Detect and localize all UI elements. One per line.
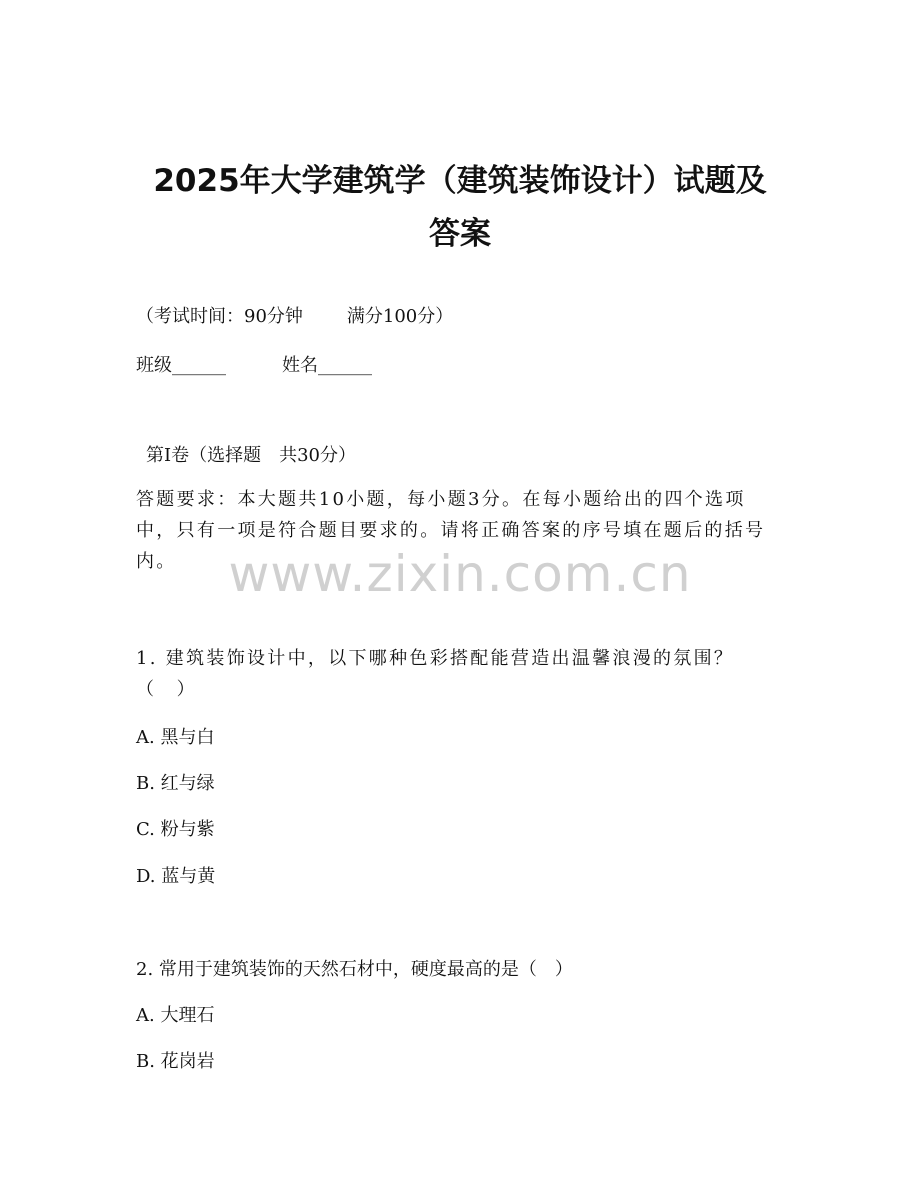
- question-2-option-b: B. 花岗岩: [136, 1051, 215, 1072]
- section-heading: 第Ⅰ卷（选择题 共30分）: [146, 445, 357, 466]
- document-title-line1: 2025年大学建筑学（建筑装饰设计）试题及: [153, 163, 767, 199]
- question-1-option-a: A. 黑与白: [136, 727, 215, 748]
- exam-info: [136, 302, 453, 328]
- student-info: [136, 351, 372, 377]
- exam-full-score: 满分100分）: [346, 306, 454, 327]
- class-field-label: 班级______: [136, 355, 226, 376]
- question-1-option-d: D. 蓝与黄: [136, 866, 216, 887]
- question-1-option-c: C. 粉与紫: [136, 819, 215, 840]
- watermark: www.zixin.com.cn: [228, 545, 692, 603]
- question-2-option-a: A. 大理石: [136, 1005, 215, 1026]
- name-field-label: 姓名______: [282, 355, 372, 376]
- question-1-stem: 1. 建筑装饰设计中，以下哪种色彩搭配能营造出温馨浪漫的氛围？（ ）: [136, 648, 735, 700]
- question-2-stem: 2. 常用于建筑装饰的天然石材中，硬度最高的是（ ）: [136, 959, 573, 980]
- document-title-line2: 答案: [429, 216, 491, 252]
- question-1-option-b: B. 红与绿: [136, 773, 215, 794]
- instructions: 答题要求：本大题共10小题，每小题3分。在每小题给出的四个选项中，只有一项是符合题目要求的。请将正确答案的序号填在题后的括号内。: [136, 489, 766, 572]
- exam-time: （考试时间：90分钟: [136, 306, 303, 327]
